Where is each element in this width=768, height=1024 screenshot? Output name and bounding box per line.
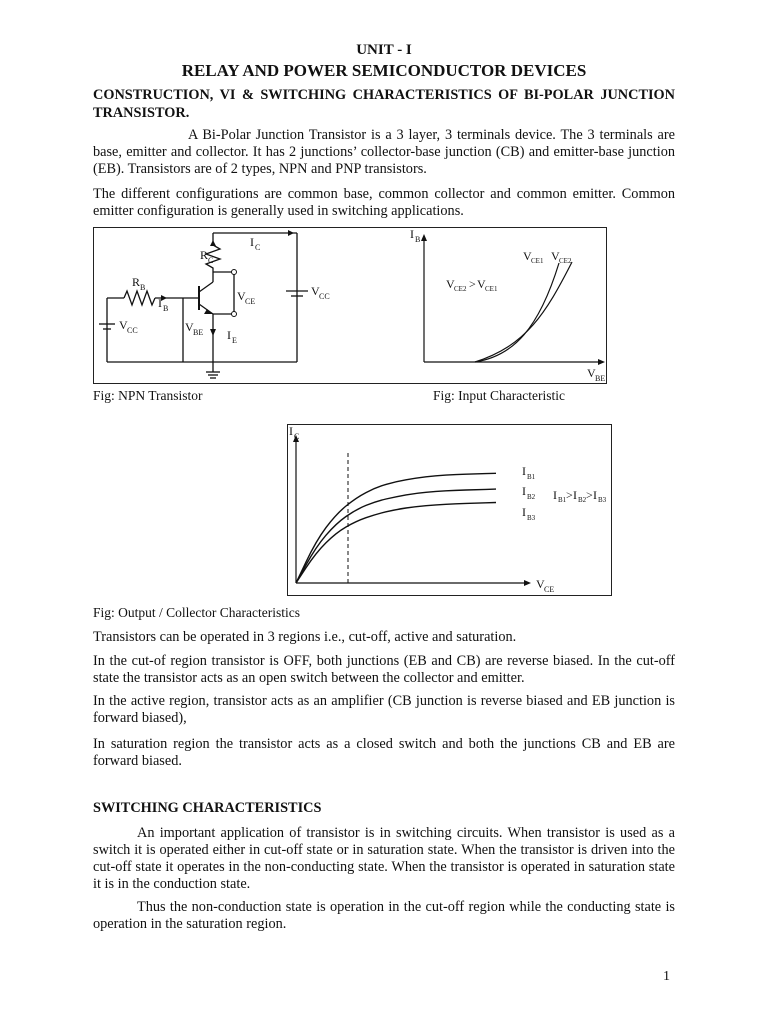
input-characteristic-axes	[424, 236, 602, 362]
section-heading-bjt: CONSTRUCTION, VI & SWITCHING CHARACTERISTICS OF BI-POLAR JUNCTION TRANSISTOR.	[93, 87, 675, 121]
npn-circuit-diagram	[94, 228, 606, 383]
label-relation-b: V	[477, 277, 486, 291]
section-heading-switching: SWITCHING CHARACTERISTICS	[93, 800, 322, 816]
label-rel-ib1: I	[553, 488, 557, 502]
label-curve-vce1-sub: CE1	[531, 257, 544, 265]
paragraph-configurations: The different configurations are common base, common collector and common emitter. Common emitter configuration is generally used in switching applications.	[93, 186, 675, 219]
label-output-x-sub: CE	[544, 585, 555, 594]
label-rel-ib3: I	[593, 488, 597, 502]
label-relation-a-sub: CE2	[454, 285, 467, 293]
label-rb-sub: B	[140, 283, 146, 292]
label-rel-gt2: >	[586, 488, 593, 502]
label-output-y-sub: C	[294, 432, 300, 441]
label-input-y: I	[410, 228, 414, 241]
paragraph-switching-2-text: Thus the non-conduction state is operation in the cut-off region while the conducting state is operation in the saturation region.	[93, 899, 675, 932]
label-series-ib3-sub: B3	[527, 514, 536, 522]
label-curve-vce2: V	[551, 249, 560, 263]
label-series-ib2-sub: B2	[527, 493, 536, 501]
label-rel-ib2-sub: B2	[578, 496, 587, 504]
label-relation-a: V	[446, 277, 455, 291]
label-ie: I	[227, 328, 231, 342]
caption-npn: Fig: NPN Transistor	[93, 388, 203, 403]
label-series-ib1: I	[522, 464, 526, 478]
label-series-ib1-sub: B1	[527, 473, 536, 481]
label-rel-ib2: I	[573, 488, 577, 502]
label-vce-sub: CE	[245, 297, 256, 306]
label-vcc-left: V	[119, 318, 128, 332]
label-vce: V	[237, 289, 246, 303]
caption-output: Fig: Output / Collector Characteristics	[93, 605, 300, 620]
label-ic-sub: C	[255, 243, 261, 252]
label-rel-gt1: >	[566, 488, 573, 502]
label-rel-ib1-sub: B1	[558, 496, 567, 504]
label-curve-vce2-sub: CE2	[559, 257, 572, 265]
output-characteristics-chart	[288, 425, 611, 595]
label-relation-b-sub: CE1	[485, 285, 498, 293]
label-output-y: I	[289, 425, 293, 438]
label-curve-vce1: V	[523, 249, 532, 263]
label-series-ib3: I	[522, 505, 526, 519]
input-curve-vce2	[475, 262, 572, 362]
label-rc: R	[200, 248, 209, 262]
label-input-x-sub: BE	[595, 374, 606, 383]
page-number: 1	[663, 969, 670, 984]
paragraph-active-region: In the active region, transistor acts as an amplifier (CB junction is reverse biased and EB junction is forward biased),	[93, 693, 675, 726]
label-vcc-right: V	[311, 284, 320, 298]
paragraph-switching-1	[93, 825, 675, 893]
paragraph-bjt-intro-text: A Bi-Polar Junction Transistor is a 3 layer, 3 terminals device. The 3 terminals are base, emitter and collector. It has 2 junctions’ collector-base junction (CB) and emitter-base junction (EB). Transistors are of 2 types, NPN and PNP transistors.	[93, 127, 675, 177]
label-rb: R	[132, 275, 141, 289]
paragraph-switching-1-text: An important application of transistor is in switching circuits. When transistor is used as a switch it is operated either in cut-off state or in saturation state. When the transistor is driven into the cut-off state it operates in the non-conducting state. When the transistor is operated in saturation state it is in the conduction state.	[93, 825, 675, 892]
paragraph-cutoff-region: In the cut-of region transistor is OFF, both junctions (EB and CB) are reverse biased. In the cut-off state the transistor acts as an open switch between the collector and emitter.	[93, 653, 675, 686]
unit-label: UNIT - I	[356, 42, 412, 58]
paragraph-switching-2	[93, 899, 675, 933]
page-title: RELAY AND POWER SEMICONDUCTOR DEVICES	[181, 61, 587, 80]
label-rel-ib3-sub: B3	[598, 496, 607, 504]
figure-output-box	[287, 424, 612, 596]
figure-npn-input-box	[93, 227, 607, 384]
label-ie-sub: E	[232, 336, 237, 345]
caption-input: Fig: Input Characteristic	[433, 388, 565, 403]
label-vbe: V	[185, 320, 194, 334]
label-ic: I	[250, 235, 254, 249]
label-input-x: V	[587, 366, 596, 380]
annotation-ib-relation	[553, 488, 607, 504]
label-input-y-sub: B	[415, 235, 421, 244]
input-curve-vce1	[475, 263, 559, 362]
label-vcc-left-sub: CC	[127, 326, 138, 335]
label-rc-sub: C	[208, 256, 214, 265]
output-curve-ib3	[296, 503, 496, 584]
label-vcc-right-sub: CC	[319, 292, 330, 301]
paragraph-saturation-region: In saturation region the transistor acts as a closed switch and both the junctions CB and EB are forward biased.	[93, 736, 675, 769]
paragraph-regions-intro: Transistors can be operated in 3 regions i.e., cut-off, active and saturation.	[93, 629, 517, 645]
label-vbe-sub: BE	[193, 328, 204, 337]
label-output-x: V	[536, 577, 545, 591]
label-ib: I	[158, 296, 162, 310]
label-series-ib2: I	[522, 484, 526, 498]
paragraph-bjt-intro	[93, 127, 675, 178]
label-relation-gt: >	[469, 277, 476, 291]
label-ib-sub: B	[163, 304, 169, 313]
